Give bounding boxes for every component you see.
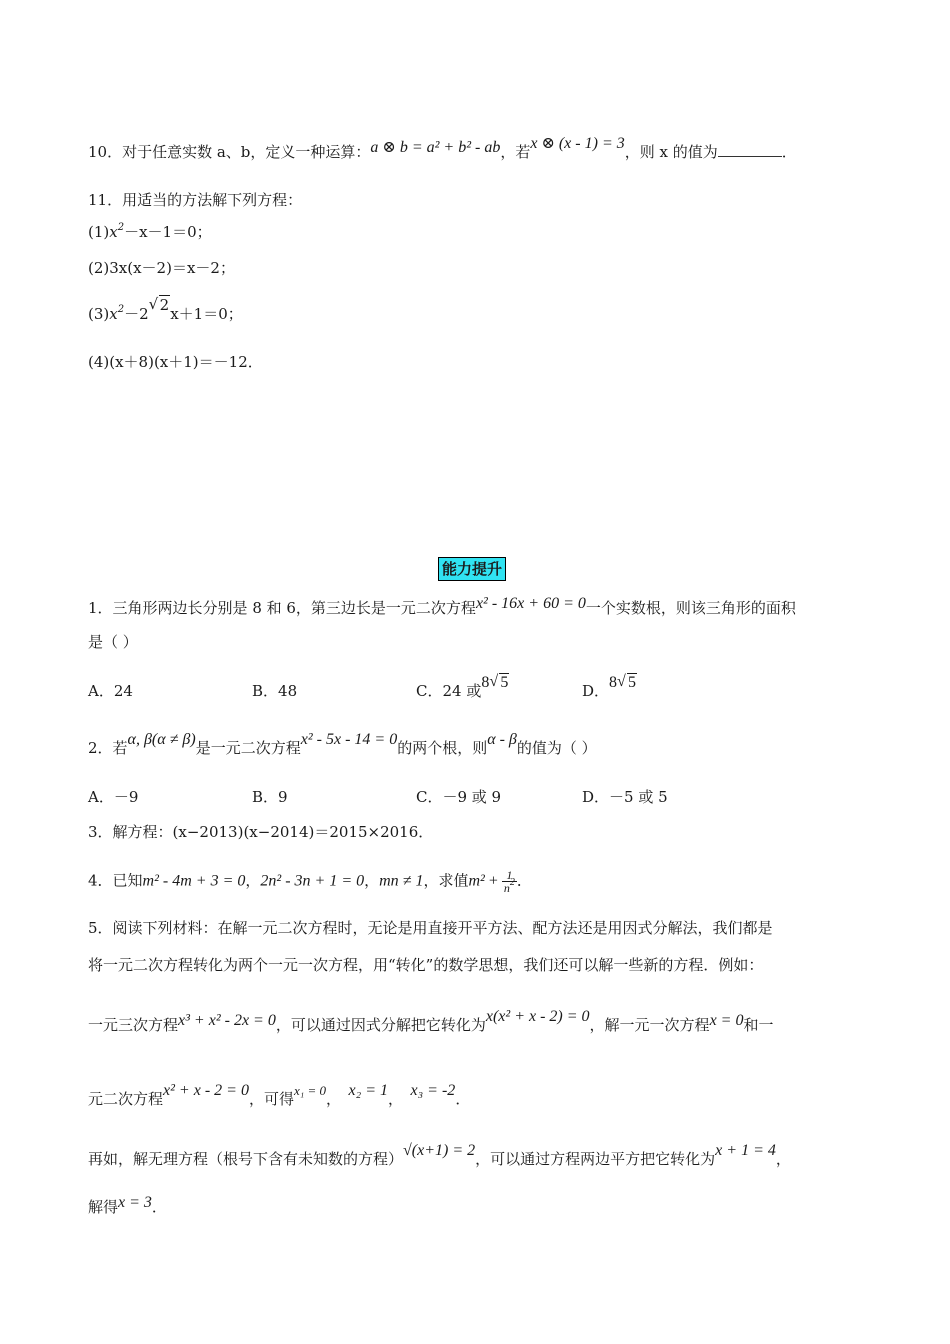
p5-sep-1: ， (326, 1090, 349, 1108)
p1-option-c-radicand: 5 (500, 674, 509, 691)
q10-line (88, 135, 797, 163)
p2-text-a: 2．若 (88, 739, 128, 757)
p5-line5-a: 再如，解无理方程（根号下含有未知数的方程） (88, 1150, 404, 1168)
q11-title: 11．用适当的方法解下列方程： (88, 191, 303, 209)
q10-prefix: 10．对于任意实数 a、b，定义一种运算： (88, 143, 371, 161)
q11-part1-label: (1) (88, 223, 110, 241)
q11-part4: (4)(x＋8)(x＋1)＝－12． (88, 353, 263, 371)
p5-line3-d: 和一 (743, 1016, 774, 1034)
p2-text-d: 的值为（ ） (516, 739, 597, 757)
p2-equation: x² - 5x - 14 = 0 (300, 731, 398, 748)
p1-text-b: 一个实数根，则该三角形的面积 (585, 599, 796, 617)
q11-part3-label: (3) (88, 305, 110, 323)
p5-line5-eq: √(x+1) = 2 (403, 1142, 476, 1159)
p5-line3-c: ，解一元一次方程 (589, 1016, 710, 1034)
q11-part3 (88, 296, 243, 324)
p3-line: 3．解方程：(x−2013)(x−2014)＝2015×2016． (88, 823, 434, 841)
p2-roots: α, β(α ≠ β) (127, 731, 196, 748)
p5-line3-eq: x³ + x² - 2x = 0 (178, 1012, 276, 1029)
p1-option-d (582, 674, 637, 702)
p1-option-d-label: D． (582, 682, 610, 700)
p1-option-d-coef: 8 (609, 674, 618, 691)
p1-line1 (88, 595, 796, 619)
p5-line3-eq3: x = 0 (709, 1012, 744, 1029)
q11-part3-mid: －2 (124, 305, 149, 323)
sqrt-two: √ 2 (149, 295, 171, 315)
section-title: 能力提升 (438, 557, 506, 581)
p5-line5 (88, 1142, 791, 1170)
p2-text-c: 的两个根，则 (397, 739, 488, 757)
p2-option-c: C．－9 或 9 (416, 788, 502, 806)
p1-option-c-sqrt (481, 674, 509, 691)
q11-part1-x: $x^2$ (109, 222, 125, 241)
p4-text-b: ，求值 (423, 871, 469, 890)
p1-option-c (416, 674, 509, 702)
q10-end: ． (781, 143, 797, 161)
p5-line4-a: 元二次方程 (88, 1090, 164, 1108)
answer-blank (718, 142, 782, 157)
p4-condition: mn ≠ 1 (379, 872, 424, 890)
p5-line6-a: 解得 (88, 1198, 119, 1216)
p5-line3 (88, 1008, 774, 1036)
p5-line5-end: ， (775, 1150, 791, 1168)
p5-line3-eq2: x(x² + x - 2) = 0 (485, 1008, 590, 1025)
p5-line3-a: 一元三次方程 (88, 1016, 179, 1034)
p4-text-a: 4．已知 (88, 871, 143, 890)
p4-comma-1: ， (245, 871, 261, 890)
q10-mid: ，若 (500, 143, 531, 161)
p4-end: ． (516, 871, 532, 890)
p5-line4 (88, 1082, 471, 1110)
p5-line6 (88, 1194, 167, 1218)
q11-part3-rest: x＋1＝0； (170, 305, 243, 323)
p1-option-d-radicand: 5 (628, 674, 637, 691)
p5-sep-2: ， (388, 1090, 411, 1108)
p1-option-c-label: C．24 或 (416, 682, 482, 700)
p4-comma-2: ， (364, 871, 380, 890)
p5-line1: 5．阅读下列材料：在解一元二次方程时，无论是用直接开平方法、配方法还是用因式分解法，我们都是 (88, 919, 773, 937)
q10-condition: x ⊗ (x - 1) = 3 (530, 135, 625, 152)
p2-option-d: D．－5 或 5 (582, 788, 668, 806)
p1-option-a: A．24 (88, 682, 133, 700)
p5-line5-eq2: x + 1 = 4 (715, 1142, 776, 1159)
q11-part1 (88, 222, 212, 242)
p4-equation-2: 2n² - 3n + 1 = 0 (260, 872, 365, 890)
p5-root-x3: x₃ = -2 (410, 1082, 456, 1099)
p1-text-a: 1．三角形两边长分别是 8 和 6，第三边长是一元二次方程 (88, 599, 476, 617)
p5-root-x2: x₂ = 1 (348, 1082, 388, 1099)
q11-part1-rest: －x－1＝0； (124, 223, 212, 241)
p5-line2: 将一元二次方程转化为两个一元一次方程，用“转化”的数学思想，我们还可以解一些新的方程．例如： (88, 956, 764, 974)
p2-option-b: B．9 (252, 788, 288, 806)
p1-option-b: B．48 (252, 682, 298, 700)
p5-line4-end: ． (455, 1090, 471, 1108)
p5-line6-end: ． (151, 1198, 167, 1216)
p1-equation: x² - 16x + 60 = 0 (475, 595, 586, 612)
q10-definition: a ⊗ b = a² + b² - ab (370, 139, 501, 156)
p4-line: 4．已知m² - 4m + 3 = 0，2n² - 3n + 1 = 0，mn ≠ 1，求值m² + $\frac{1}{n^2}$ ． (88, 868, 532, 895)
p5-line4-b: ，可得 (248, 1090, 294, 1108)
p2-text-b: 是一元二次方程 (195, 739, 301, 757)
p4-equation-1: m² - 4m + 3 = 0 (142, 872, 246, 890)
p5-line3-b: ，可以通过因式分解把它转化为 (275, 1016, 486, 1034)
p2-line (88, 731, 597, 759)
p1-line2: 是（ ） (88, 633, 138, 651)
p4-fraction: $\frac{1}{n^2}$ (503, 868, 515, 895)
p5-line6-eq: x = 3 (118, 1194, 152, 1211)
q11-part2: (2)3x(x－2)＝x－2； (88, 259, 235, 277)
p5-line5-b: ，可以通过方程两边平方把它转化为 (475, 1150, 716, 1168)
p1-option-d-sqrt (609, 674, 637, 691)
p2-option-a: A．－9 (88, 788, 139, 806)
p1-option-c-coef: 8 (481, 674, 490, 691)
q10-suffix: ，则 x 的值为 (624, 143, 718, 161)
p4-expr-m: m² (468, 872, 485, 890)
p2-expression: α - β (487, 731, 517, 748)
p5-line4-eq: x² + x - 2 = 0 (163, 1082, 249, 1099)
q11-part3-x: $x^2$ (109, 304, 125, 323)
p5-root-x1: x₁ = 0 (293, 1083, 327, 1098)
